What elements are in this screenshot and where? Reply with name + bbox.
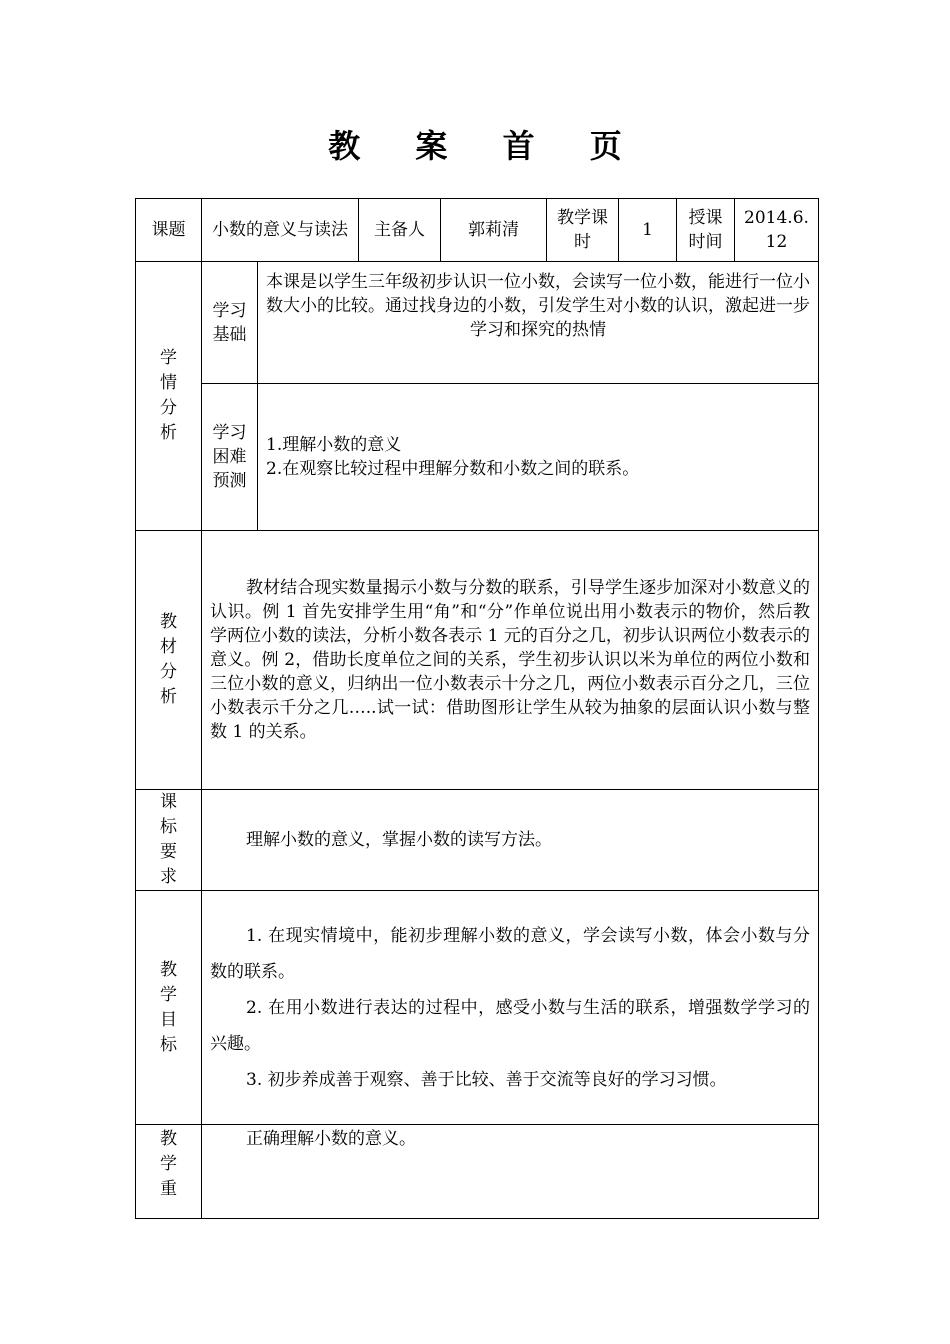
difficulty-line-1: 1.理解小数的意义 (266, 435, 402, 455)
learning-difficulty-row (136, 384, 819, 531)
objective-3: 3. 初步养成善于观察、善于比较、善于交流等良好的学习习惯。 (246, 1069, 727, 1090)
learning-basis-text: 本课是以学生三年级初步认识一位小数，会读写一位小数，能进行一位小数大小的比较。通过找身边的小数，引发学生对小数的认识，激起进一步学习和探究的热情 (258, 262, 819, 384)
topic-label: 课题 (136, 199, 202, 262)
material-text: 教材结合现实数量揭示小数与分数的联系，引导学生逐步加深对小数意义的认识。例 1 首先安排学生用“角”和“分”作单位说出用小数表示的物价，然后教学两位小数的读法，分析小数各表示 1 元的百分之几，初步认识两位小数表示的意义。例 2，借助长度单位之间的关系，学生初步认识以米为单位的两位小数和三位小数的意义，归纳出一位小数表示十分之几，两位小数表示百分之几，三位小数表示千分之几…..试一试：借助图形让学生从较为抽象的层面认识小数与整数 1 的关系。 (202, 531, 819, 790)
header-row (136, 199, 819, 262)
focus-text: 正确理解小数的意义。 (202, 1125, 819, 1219)
lesson-plan-table (135, 198, 819, 1219)
learning-difficulty-text (258, 384, 819, 531)
hours-value: 1 (619, 199, 677, 262)
curriculum-row (136, 790, 819, 891)
material-row (136, 531, 819, 790)
objectives-label: 教学目标 (136, 891, 202, 1125)
objective-1: 1. 在现实情境中，能初步理解小数的意义，学会读写小数，体会小数与分数的联系。 (210, 925, 810, 982)
learning-difficulty-label: 学习困难预测 (202, 384, 258, 531)
learning-analysis-label: 学情分析 (136, 262, 202, 531)
curriculum-label: 课标要求 (136, 790, 202, 891)
learning-basis-label: 学习基础 (202, 262, 258, 384)
difficulty-line-2: 2.在观察比较过程中理解分数和小数之间的联系。 (266, 459, 640, 479)
preparer-value: 郭莉清 (441, 199, 547, 262)
preparer-label: 主备人 (359, 199, 441, 262)
focus-label: 教学重 (136, 1125, 202, 1219)
objectives-text (202, 891, 819, 1125)
time-label: 授课时间 (677, 199, 735, 262)
hours-label: 教学课时 (547, 199, 619, 262)
objective-2: 2. 在用小数进行表达的过程中，感受小数与生活的联系，增强数学学习的兴趣。 (210, 997, 810, 1054)
curriculum-text: 理解小数的意义，掌握小数的读写方法。 (202, 790, 819, 891)
topic-value: 小数的意义与读法 (202, 199, 359, 262)
focus-row (136, 1125, 819, 1219)
objectives-row (136, 891, 819, 1125)
time-value: 2014.6.12 (735, 199, 819, 262)
learning-basis-row (136, 262, 819, 384)
page-title: 教 案 首 页 (328, 127, 644, 165)
material-label: 教材分析 (136, 531, 202, 790)
